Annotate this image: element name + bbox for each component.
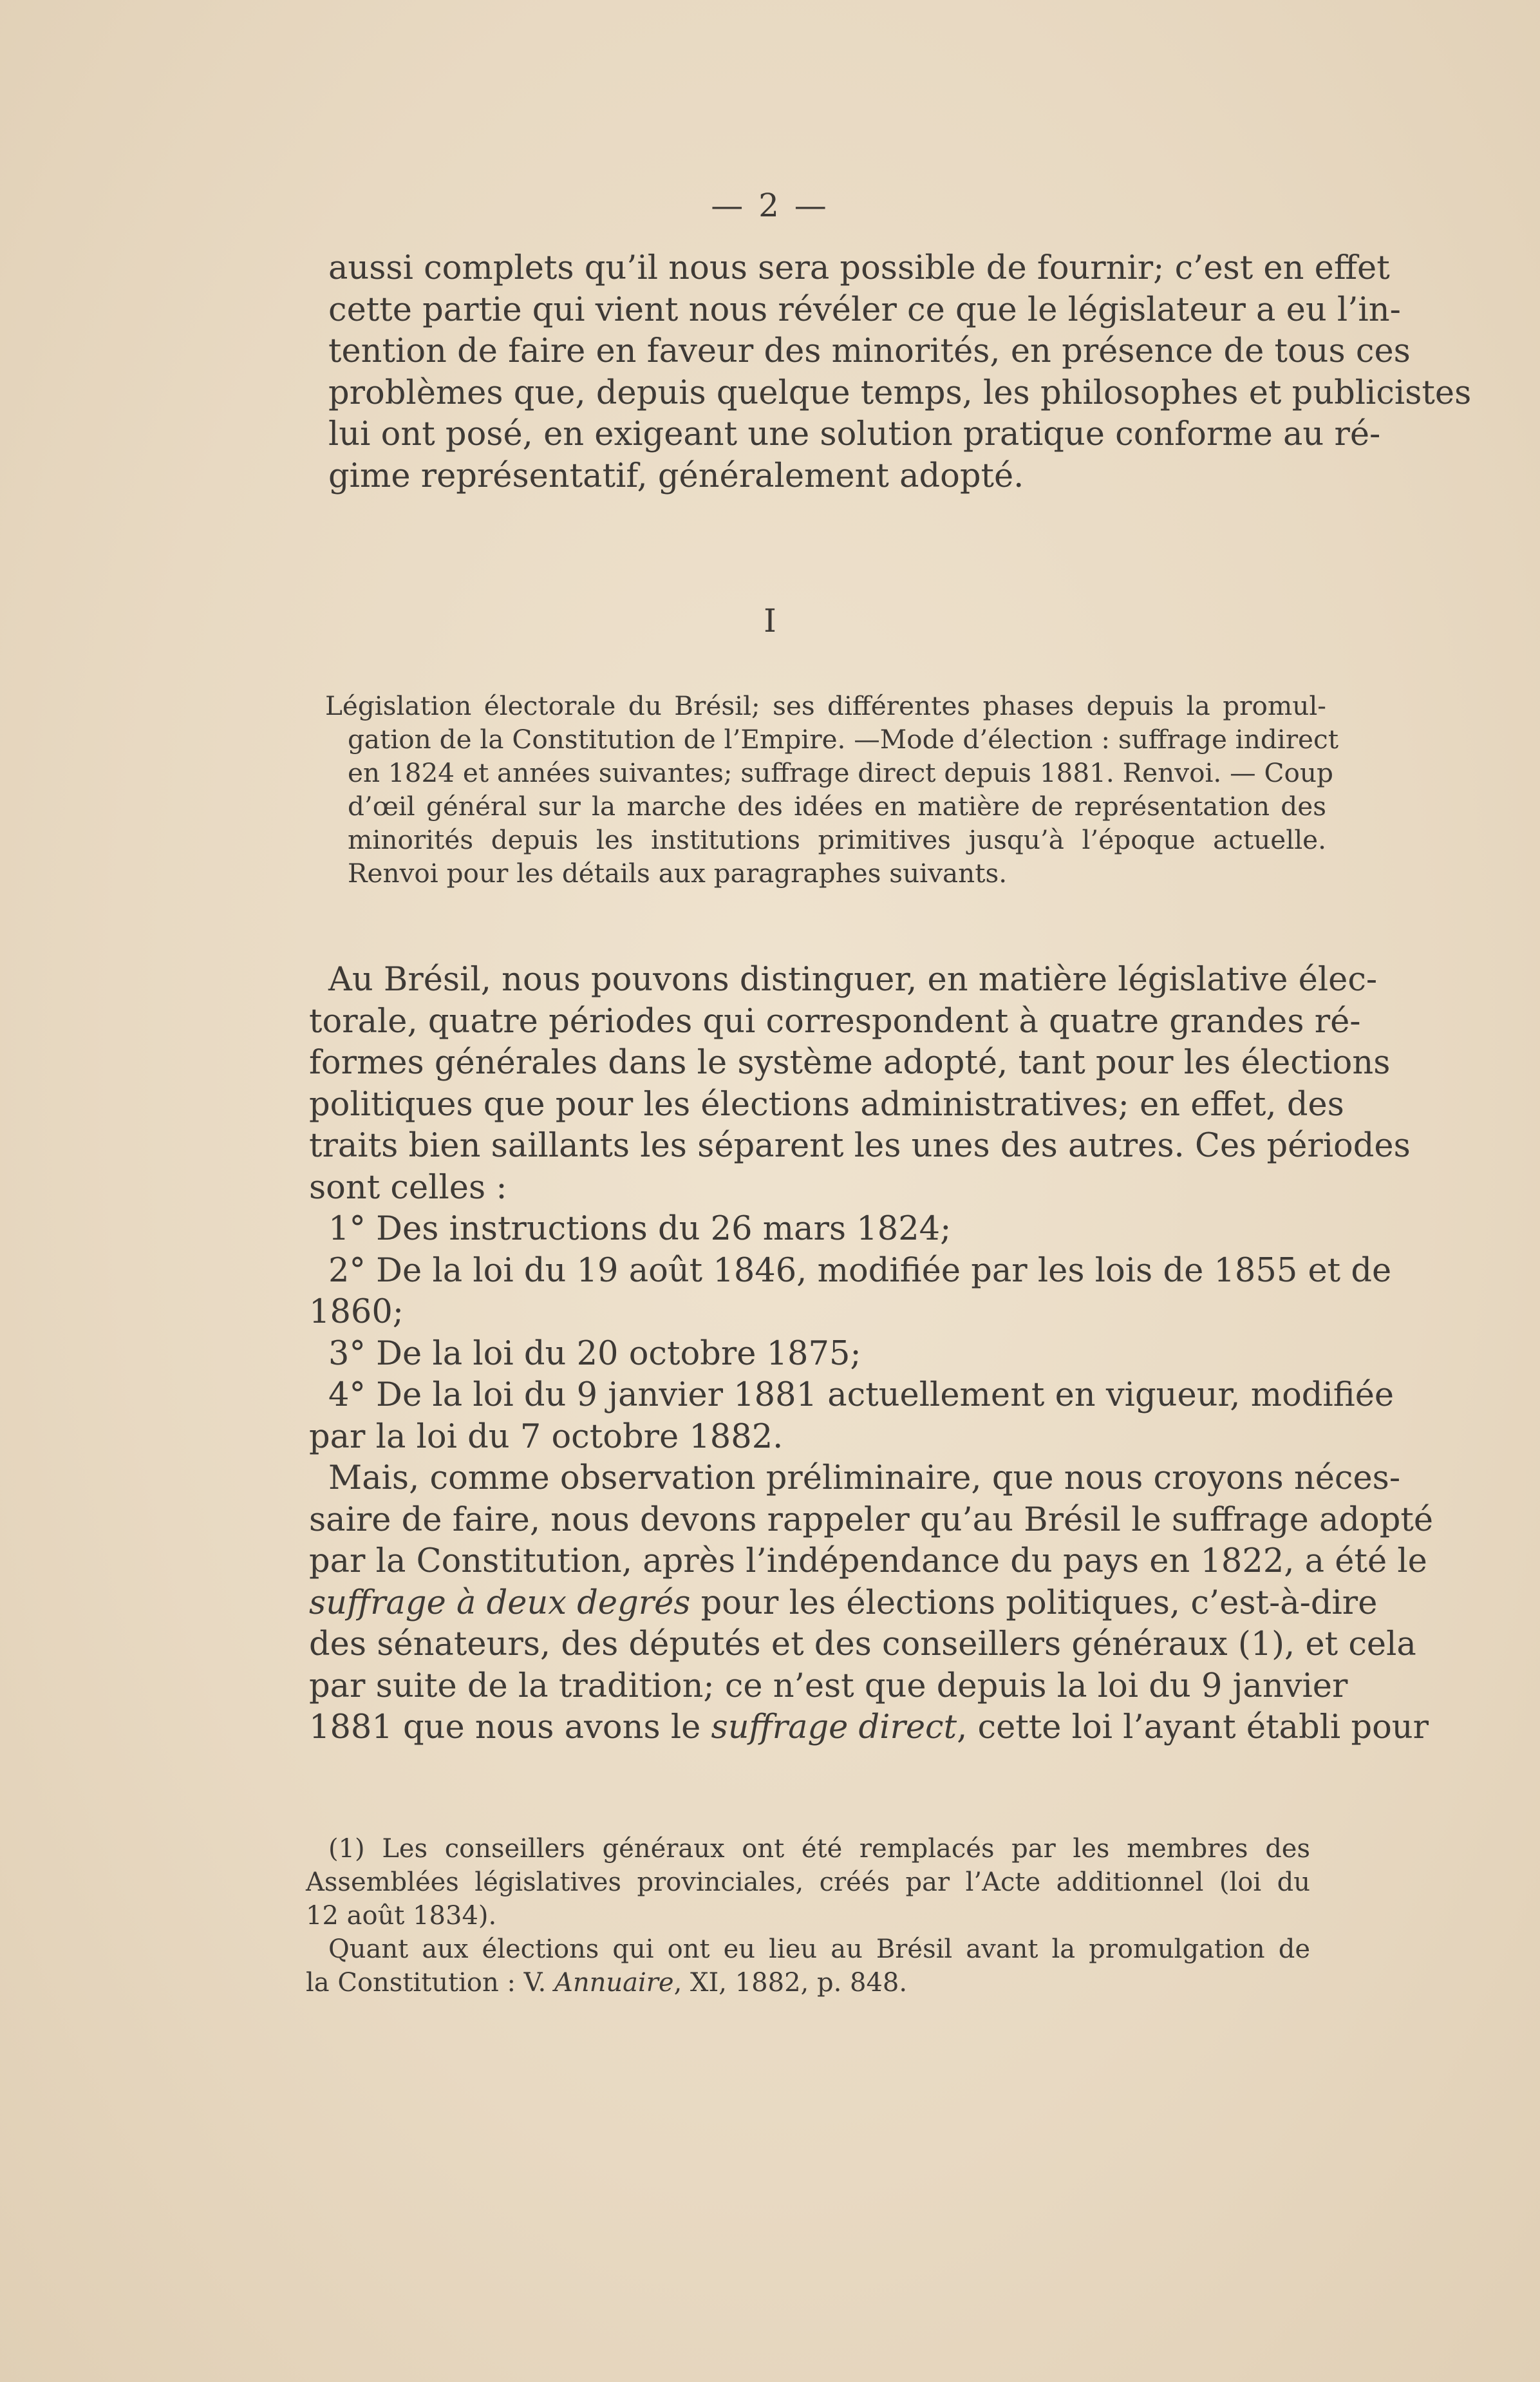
text-line: par suite de la tradition; ce n’est que depuis la loi du 9 janvier [309,1667,1348,1705]
italic-term: Annuaire [554,1968,674,1998]
text-line: par la Constitution, après l’indépendance du pays en 1822, a été le [309,1542,1427,1580]
text-line: formes générales dans le système adopté, tant pour les élections [309,1044,1391,1082]
page-number: — 2 — [711,187,829,224]
period-item: 2° De la loi du 19 août 1846, modifiée par les lois de 1855 et de [328,1251,1392,1290]
footnote-line: 12 août 1834). [306,1901,497,1931]
footnote-line: (1) Les conseillers généraux ont été remplacés par les membres des [328,1834,1310,1864]
text-line [309,1583,1378,1625]
italic-term: suffrage à deux degrés [309,1583,691,1622]
text-line [309,1707,1429,1749]
summary-line: Législation électorale du Brésil; ses différentes phases depuis la promul- [325,690,1326,721]
intro-paragraph [328,248,1472,497]
footnotes [306,1832,1310,1999]
main-paragraph [309,959,1434,1749]
text-line: torale, quatre périodes qui correspondent à quatre grandes ré- [309,1002,1361,1041]
period-item: 1° Des instructions du 26 mars 1824; [328,1210,952,1248]
text-line: problèmes que, depuis quelque temps, les philosophes et publicistes [328,373,1472,412]
period-item: 1860; [309,1293,404,1331]
italic-term: suffrage direct [711,1708,957,1746]
text-line: Mais, comme observation préliminaire, que nous croyons néces- [328,1459,1401,1497]
summary-line: Renvoi pour les détails aux paragraphes suivants. [348,858,1008,889]
summary-line: en 1824 et années suivantes; suffrage direct depuis 1881. Renvoi. — Coup [348,757,1333,788]
text-line: sont celles : [309,1168,507,1207]
section-number: I [764,602,776,639]
footnote-line [306,1966,1310,1999]
text-line: gime représentatif, généralement adopté. [328,457,1024,495]
section-summary [325,689,1338,890]
text-line: cette partie qui vient nous révéler ce que le législateur a eu l’in- [328,290,1401,329]
text-line: Au Brésil, nous pouvons distinguer, en matière législative élec- [328,961,1378,999]
summary-line: minorités depuis les institutions primitives jusqu’à l’époque actuelle. [348,824,1326,855]
text-line: saire de faire, nous devons rappeler qu’au Brésil le suffrage adopté [309,1500,1434,1539]
summary-line: d’œil général sur la marche des idées en matière de représentation des [348,791,1326,822]
text-line: des sénateurs, des députés et des conseillers généraux (1), et cela [309,1625,1416,1663]
text-fragment: 1881 que nous avons le [309,1708,711,1746]
period-item: 3° De la loi du 20 octobre 1875; [328,1334,861,1373]
text-fragment: la Constitution : V. [306,1968,554,1998]
text-fragment: , XI, 1882, p. 848. [673,1968,908,1998]
summary-line: gation de la Constitution de l’Empire. —Mode d’élection : suffrage indirect [348,724,1338,755]
period-item: par la loi du 7 octobre 1882. [309,1417,784,1456]
text-line: traits bien saillants les séparent les unes des autres. Ces périodes [309,1127,1411,1165]
footnote-line: Assemblées législatives provinciales, créés par l’Acte additionnel (loi du [306,1867,1310,1897]
text-line: tention de faire en faveur des minorités, en présence de tous ces [328,332,1411,370]
text-line: politiques que pour les élections administratives; en effet, des [309,1085,1344,1124]
footnote-line: Quant aux élections qui ont eu lieu au Brésil avant la promulgation de [328,1934,1310,1964]
text-fragment: pour les élections politiques, c’est-à-dire [690,1583,1378,1622]
period-item: 4° De la loi du 9 janvier 1881 actuellement en vigueur, modifiée [328,1376,1394,1414]
text-line: aussi complets qu’il nous sera possible de fournir; c’est en effet [328,249,1390,287]
text-fragment: , cette loi l’ayant établi pour [957,1708,1429,1746]
text-line: lui ont posé, en exigeant une solution pratique conforme au ré- [328,415,1381,453]
